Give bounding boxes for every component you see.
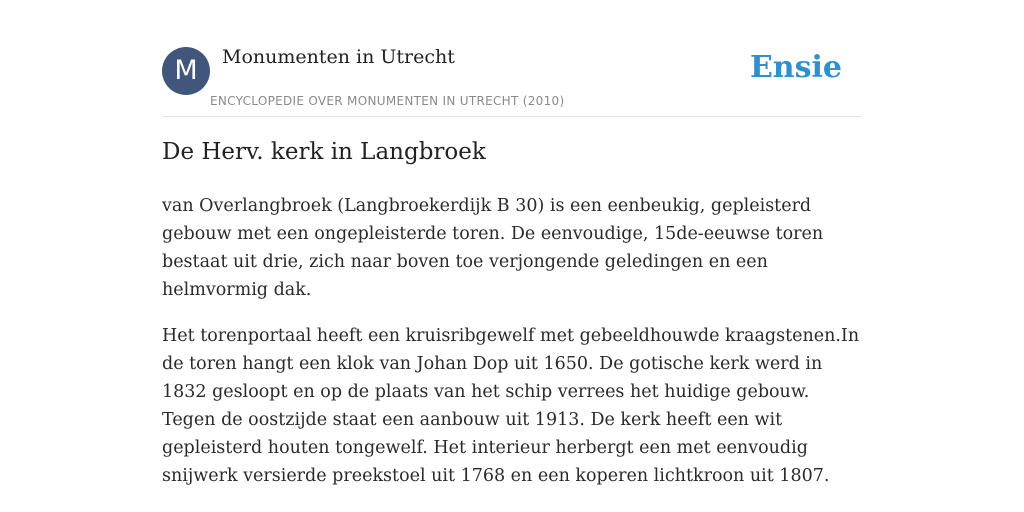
- entry-title: De Herv. kerk in Langbroek: [162, 139, 486, 165]
- entry-card: [162, 0, 862, 486]
- source-subtitle: ENCYCLOPEDIE OVER MONUMENTEN IN UTRECHT (2010): [210, 94, 565, 108]
- source-header: [162, 0, 862, 117]
- brand-logo[interactable]: Ensie: [749, 50, 842, 85]
- source-title[interactable]: Monumenten in Utrecht: [222, 46, 455, 68]
- entry-paragraph: van Overlangbroek (Langbroekerdijk B 30) is een eenbeukig, gepleisterd gebouw met een ongepleisterde toren. De eenvoudige, 15de-eeuwse toren bestaat uit drie, zich naar boven toe verjongende geledingen en een helmvormig dak.: [162, 196, 824, 300]
- source-avatar[interactable]: M: [162, 47, 210, 95]
- entry-body: [162, 192, 862, 508]
- entry-paragraph: Het torenportaal heeft een kruisribgewelf met gebeeldhouwde kraagstenen.In de toren hangt een klok van Johan Dop uit 1650. De gotische kerk werd in 1832 gesloopt en op de plaats van het schip verrees het huidige gebouw. Tegen de oostzijde staat een aanbouw uit 1913. De kerk heeft een wit gepleisterd houten tongewelf. Het interieur herbergt een met eenvoudig snijwerk versierde preekstoel uit 1768 en een koperen lichtkroon uit 1807.: [162, 326, 860, 486]
